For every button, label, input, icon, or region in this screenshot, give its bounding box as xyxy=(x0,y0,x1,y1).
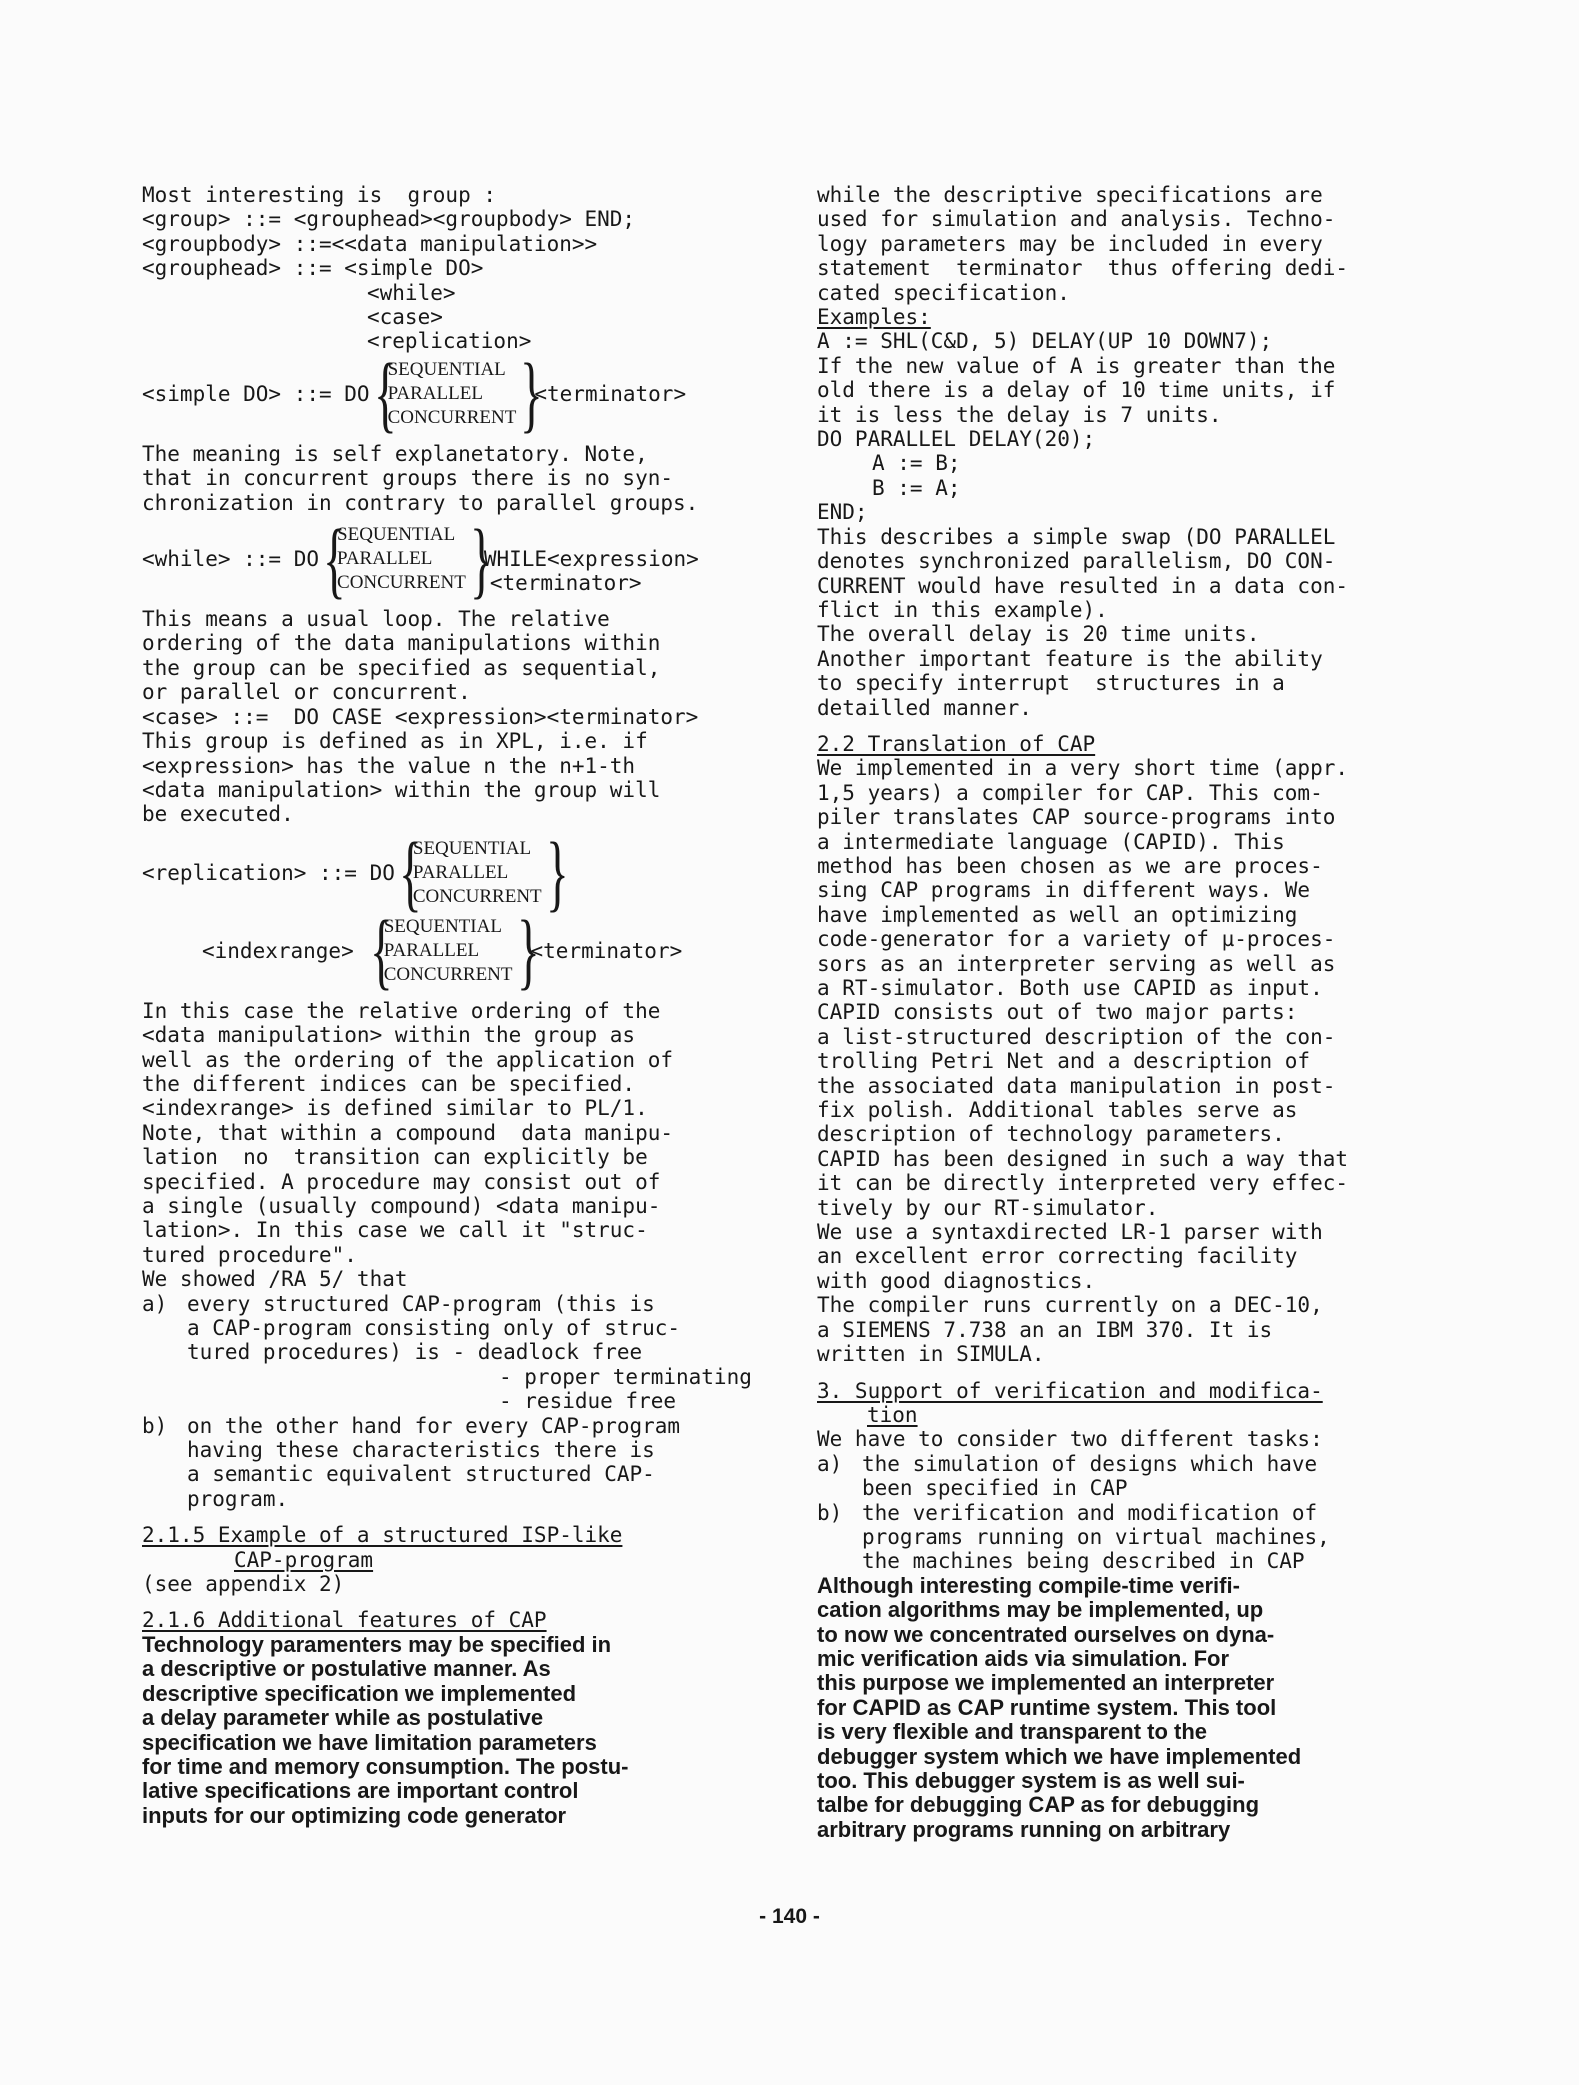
option-stack xyxy=(413,837,542,909)
text-line: it is less the delay is 7 units. xyxy=(817,402,1222,427)
meaning-paragraph xyxy=(142,442,787,515)
section-3 xyxy=(817,1379,1457,1843)
text-line: having these characteristics there is xyxy=(187,1438,655,1463)
list-item-a xyxy=(817,1452,1457,1501)
text-line: The meaning is self explanetatory. Note, xyxy=(142,441,648,466)
terminator-suffix: <terminator> xyxy=(489,571,642,596)
text-line: a CAP-program consisting only of struc- xyxy=(187,1316,681,1340)
text-line: used for simulation and analysis. Techno- xyxy=(817,207,1336,232)
text-line: this purpose we implemented an interpreter xyxy=(817,1670,1275,1696)
option: PARALLEL xyxy=(337,548,433,570)
text-line: for CAPID as CAP runtime system. This tool xyxy=(817,1694,1277,1720)
text-line: a list-structured description of the con- xyxy=(817,1024,1336,1049)
text-line: This group is defined as in XPL, i.e. if xyxy=(142,729,648,754)
intro-paragraph xyxy=(817,183,1457,305)
text-line: We showed /RA 5/ that xyxy=(142,1267,408,1292)
swap-paragraph xyxy=(817,525,1457,720)
text-line: sing CAP programs in different ways. We xyxy=(817,878,1311,903)
option: CONCURRENT xyxy=(412,885,542,907)
left-brace-icon: { xyxy=(398,824,422,921)
text-line: lation>. In this case we call it "struc- xyxy=(142,1218,648,1243)
text-line: a RT-simulator. Both use CAPID as input. xyxy=(817,976,1323,1000)
text-line: The compiler runs currently on a DEC-10, xyxy=(817,1293,1323,1318)
left-column xyxy=(142,183,787,1828)
text-line: 1,5 years) a compiler for CAP. This com- xyxy=(817,780,1323,805)
option-stack xyxy=(384,915,513,987)
text-line: programs running on virtual machines, xyxy=(862,1524,1330,1549)
option: CONCURRENT xyxy=(337,572,466,594)
option-stack xyxy=(337,523,466,595)
text-line: to now we concentrated ourselves on dyna- xyxy=(817,1621,1275,1647)
text-line: a descriptive or postulative manner. As xyxy=(142,1656,551,1682)
text-line: In this case the relative ordering of the xyxy=(142,998,661,1023)
text-line: specification we have limitation parameters xyxy=(142,1729,597,1755)
replication-definition xyxy=(142,824,787,921)
text-line: the group can be specified as sequential, xyxy=(142,655,661,680)
text-line: or parallel or concurrent. xyxy=(142,680,471,705)
text-line: <expression> has the value n the n+1-th xyxy=(142,753,636,778)
text-line: an excellent error correcting facility xyxy=(817,1244,1298,1269)
text-line: <case> xyxy=(367,305,443,330)
grammar-intro xyxy=(142,183,787,354)
section-2-1-5 xyxy=(142,1523,787,1596)
list-label: b) xyxy=(817,1500,843,1525)
text-line: flict in this example). xyxy=(817,597,1108,622)
text-line: <grouphead> ::= <simple DO> xyxy=(142,256,484,281)
text-line: specified. A procedure may consist out of xyxy=(142,1169,661,1194)
text-line: <data manipulation> within the group will xyxy=(142,777,661,802)
text-line: arbitrary programs running on arbitrary xyxy=(817,1816,1231,1842)
text-line: to specify interrupt structures in a xyxy=(817,671,1285,696)
list-item-a xyxy=(142,1292,787,1414)
definition-prefix: <while> ::= DO xyxy=(142,547,320,572)
text-line: it can be directly interpreted very effec- xyxy=(817,1171,1349,1196)
text-line: code-generator for a variety of µ-proces- xyxy=(817,927,1336,952)
text-line: A := SHL(C&D, 5) DELAY(UP 10 DOWN7); xyxy=(817,329,1273,354)
text-line: mic verification aids via simulation. For xyxy=(817,1645,1230,1671)
definition-suffix: <terminator> xyxy=(530,938,683,963)
left-brace-icon: { xyxy=(323,510,346,607)
definition-prefix: <replication> ::= DO xyxy=(142,860,395,885)
text-line: too. This debugger system is as well sui- xyxy=(817,1768,1245,1793)
text-line: description of technology parameters. xyxy=(817,1122,1285,1147)
text-line: CAPID has been designed in such a way that xyxy=(817,1146,1349,1171)
text-line: talbe for debugging CAP as for debugging xyxy=(817,1792,1260,1818)
text-line: <data manipulation> within the group as xyxy=(142,1023,636,1048)
text-line: been specified in CAP xyxy=(862,1476,1128,1501)
left-brace-icon: { xyxy=(369,902,393,999)
indexrange-definition xyxy=(142,902,787,999)
text-line: lation no transition can explicitly be xyxy=(142,1145,648,1170)
text-line: We use a syntaxdirected LR-1 parser with xyxy=(817,1220,1323,1245)
code-line: A := B; xyxy=(872,451,961,476)
text-line: <while> xyxy=(367,280,456,305)
definition-suffix: <terminator> xyxy=(534,381,687,406)
examples-label: Examples: xyxy=(817,305,931,330)
text-line: <replication> xyxy=(367,329,532,354)
text-line: inputs for our optimizing code generator xyxy=(142,1802,567,1828)
code-line: B := A; xyxy=(872,475,961,500)
text-line: <case> ::= DO CASE <expression><terminator> xyxy=(142,704,699,729)
text-line: The overall delay is 20 time units. xyxy=(817,622,1260,647)
text-line: - proper terminating xyxy=(499,1364,752,1389)
text-line: a semantic equivalent structured CAP- xyxy=(187,1462,655,1487)
option: PARALLEL xyxy=(387,382,483,404)
list-label: b) xyxy=(142,1413,168,1438)
text-line: We have to consider two different tasks: xyxy=(817,1427,1323,1452)
text-line: written in SIMULA. xyxy=(817,1342,1045,1367)
text-line: logy parameters may be included in every xyxy=(817,231,1323,256)
option: SEQUENTIAL xyxy=(412,837,532,859)
text-line: fix polish. Additional tables serve as xyxy=(817,1098,1298,1123)
option: SEQUENTIAL xyxy=(387,358,506,380)
text-line: trolling Petri Net and a description of xyxy=(817,1049,1311,1074)
option-stack xyxy=(388,358,517,430)
text-line: on the other hand for every CAP-program xyxy=(187,1413,681,1438)
text-line: We implemented in a very short time (appr. xyxy=(817,756,1349,781)
text-line: Another important feature is the ability xyxy=(817,646,1323,671)
text-line: <groupbody> ::=<<data manipulation>> xyxy=(142,231,598,256)
text-line: lative specifications are important control xyxy=(142,1778,579,1804)
text-line: a SIEMENS 7.738 an an IBM 370. It is xyxy=(817,1317,1273,1342)
text-line: a intermediate language (CAPID). This xyxy=(817,829,1285,854)
definition-prefix: <simple DO> ::= DO xyxy=(142,381,370,406)
text-line: method has been chosen as we are proces- xyxy=(817,853,1323,878)
option: CONCURRENT xyxy=(383,963,513,985)
text-line: statement terminator thus offering dedi- xyxy=(817,256,1349,281)
right-column xyxy=(817,183,1457,1842)
text-line: cated specification. xyxy=(817,280,1070,305)
code-line: END; xyxy=(817,500,868,525)
text-line: - residue free xyxy=(499,1389,677,1414)
text-line: debugger system which we have implemented xyxy=(817,1743,1302,1769)
text-line: program. xyxy=(187,1486,289,1511)
option: SEQUENTIAL xyxy=(337,524,456,546)
text-line: DO PARALLEL DELAY(20); xyxy=(817,427,1096,452)
text-line: chronization in contrary to parallel groups. xyxy=(142,490,699,515)
text-line: is very flexible and transparent to the xyxy=(817,1719,1208,1745)
list-label: a) xyxy=(817,1451,843,1476)
text-line: the machines being described in CAP xyxy=(862,1549,1305,1574)
option: PARALLEL xyxy=(383,939,480,961)
option: CONCURRENT xyxy=(387,406,517,428)
section-heading: 2.2 Translation of CAP xyxy=(817,731,1096,756)
section-2-1-6 xyxy=(142,1608,787,1828)
text-line: sors as an interpreter serving as well as xyxy=(817,951,1336,976)
right-brace-icon: } xyxy=(545,824,569,921)
option: PARALLEL xyxy=(412,861,509,883)
text-line: the associated data manipulation in post- xyxy=(817,1073,1336,1098)
text-line: ordering of the data manipulations within xyxy=(142,631,661,656)
section-heading: 2.1.5 Example of a structured ISP-like xyxy=(142,1523,623,1548)
list-item-b xyxy=(142,1414,787,1512)
text-line: denotes synchronized parallelism, DO CON- xyxy=(817,549,1336,574)
text-line: <indexrange> is defined similar to PL/1. xyxy=(142,1096,648,1121)
right-brace-icon: } xyxy=(516,902,540,999)
text-line: Note, that within a compound data manipu- xyxy=(142,1120,674,1145)
while-suffix: WHILE<expression> xyxy=(483,547,699,572)
while-definition xyxy=(142,510,787,607)
text-line: piler translates CAP source-programs into xyxy=(817,805,1336,830)
text-line: This means a usual loop. The relative xyxy=(142,607,610,632)
text-line: while the descriptive specifications are xyxy=(817,183,1323,207)
section-heading: 2.1.6 Additional features of CAP xyxy=(142,1608,547,1633)
section-heading-cont: CAP-program xyxy=(234,1547,374,1572)
loop-paragraph xyxy=(142,607,787,827)
text-line: <group> ::= <grouphead><groupbody> END; xyxy=(142,207,636,232)
text-line: If the new value of A is greater than the xyxy=(817,353,1336,378)
section-heading-cont: tion xyxy=(867,1402,918,1427)
text-line: every structured CAP-program (this is xyxy=(187,1291,655,1316)
page-number: - 140 - xyxy=(759,1905,820,1928)
definition-suffix xyxy=(484,523,699,595)
text-line: This describes a simple swap (DO PARALLEL xyxy=(817,524,1336,549)
text-line: CAPID consists out of two major parts: xyxy=(817,1000,1298,1025)
examples-paragraph xyxy=(817,329,1457,524)
text-line: detailled manner. xyxy=(817,695,1032,720)
text-line: a single (usually compound) <data manipu- xyxy=(142,1193,661,1218)
text-line: with good diagnostics. xyxy=(817,1268,1096,1293)
text-line: old there is a delay of 10 time units, if xyxy=(817,378,1336,403)
text-line: the verification and modification of xyxy=(862,1500,1318,1525)
section-heading: 3. Support of verification and modifica- xyxy=(817,1378,1323,1403)
case-paragraph xyxy=(142,999,787,1292)
text-line: Most interesting is group : xyxy=(142,183,497,207)
definition-prefix: <indexrange> xyxy=(202,938,354,963)
text-line: tively by our RT-simulator. xyxy=(817,1195,1159,1220)
simple-do-definition xyxy=(142,345,787,442)
text-line: have implemented as well an optimizing xyxy=(817,902,1298,927)
text-line: descriptive specification we implemented xyxy=(142,1680,577,1706)
text-line: tured procedure". xyxy=(142,1242,357,1267)
option: SEQUENTIAL xyxy=(383,915,502,937)
text-line: cation algorithms may be implemented, up xyxy=(817,1597,1264,1623)
list-label: a) xyxy=(142,1291,168,1316)
text-line: a delay parameter while as postulative xyxy=(142,1705,544,1731)
section-note: (see appendix 2) xyxy=(142,1572,345,1597)
right-brace-icon: } xyxy=(520,345,544,442)
list-item-b xyxy=(817,1501,1457,1574)
text-line: the different indices can be specified. xyxy=(142,1071,636,1096)
text-line: the simulation of designs which have xyxy=(862,1451,1318,1476)
left-brace-icon: { xyxy=(373,345,397,442)
text-line: CURRENT would have resulted in a data con- xyxy=(817,573,1349,598)
section-2-2 xyxy=(817,732,1457,1367)
text-line: that in concurrent groups there is no syn- xyxy=(142,466,674,491)
text-line: well as the ordering of the application of xyxy=(142,1047,674,1072)
text-line: for time and memory consumption. The postu- xyxy=(142,1753,629,1779)
right-brace-icon: } xyxy=(469,510,493,607)
text-line: Technology paramenters may be specified in xyxy=(142,1631,612,1657)
text-line: tured procedures) is - deadlock free xyxy=(187,1340,643,1365)
text-line: be executed. xyxy=(142,802,294,827)
text-line: Although interesting compile-time verifi- xyxy=(817,1572,1240,1598)
